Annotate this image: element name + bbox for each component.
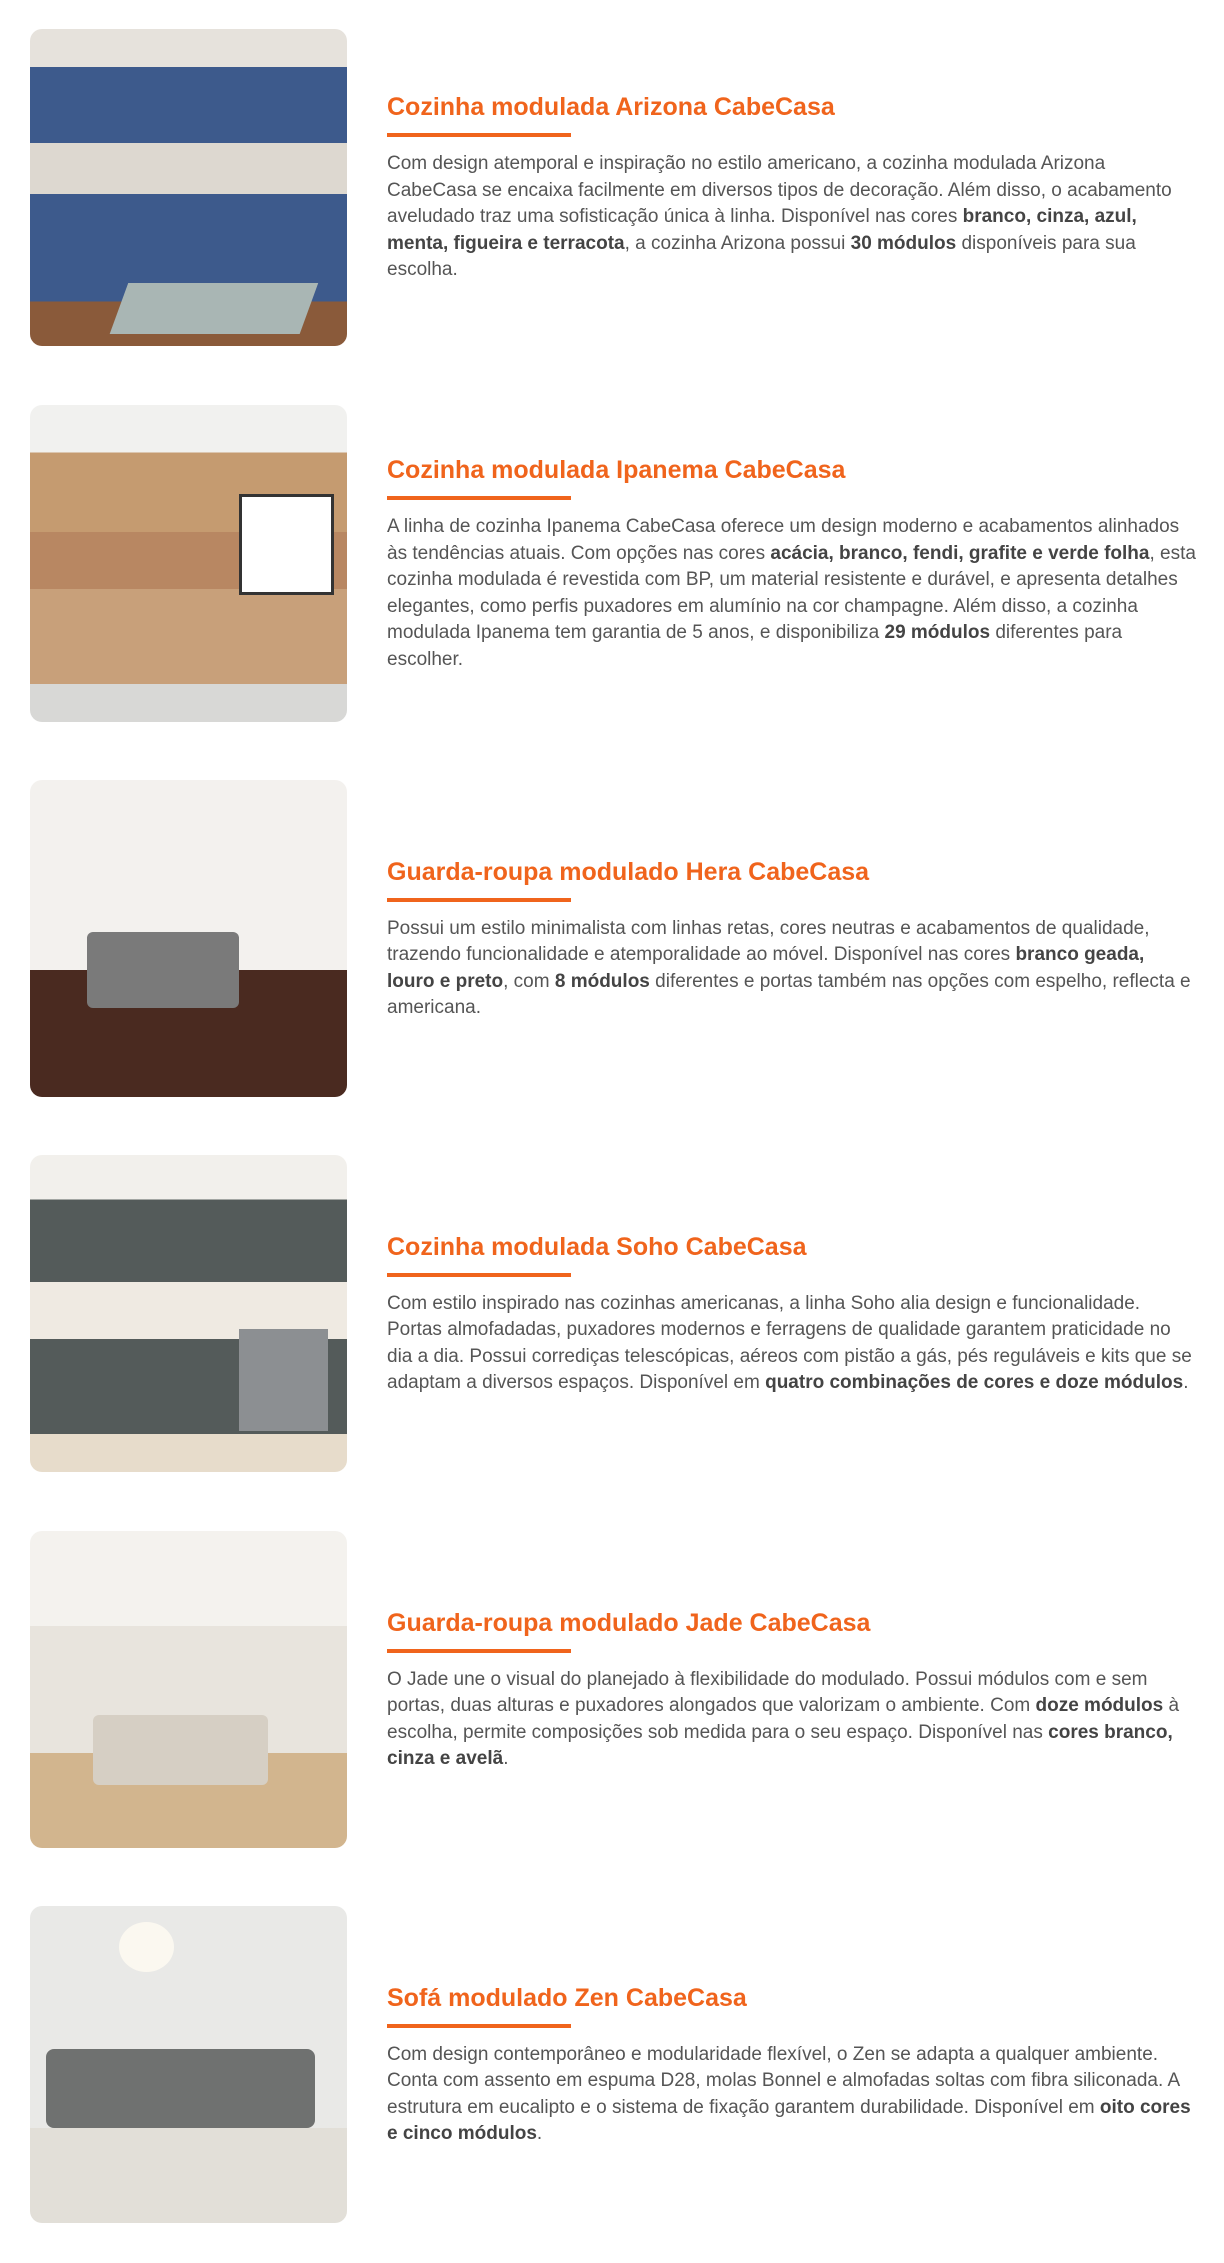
description-highlight: branco, cinza, azul, menta, figueira e terracota: [387, 206, 1137, 254]
product-text: [387, 91, 1197, 284]
product-text: [387, 1231, 1197, 1397]
product-block: [30, 1155, 1210, 1472]
product-block: [30, 1906, 1210, 2223]
description-text: Com design atemporal e inspiração no estilo americano, a cozinha modulada Arizona CabeCasa se encaixa facilmente em diversos tipos de decoração. Além disso, o acabamento aveludado traz uma sofisticação única à linha. Disponível nas cores: [387, 153, 1172, 228]
description-text: Com estilo inspirado nas cozinhas americanas, a linha Soho alia design e funcionalidade. Portas almofadadas, puxadores modernos e ferragens de qualidade garantem praticidade no dia a dia. Possui corrediças telescópicas, aéreos com pistão a gás, pés reguláveis e kits que se adaptam a diversos espaços. Disponível em: [387, 1292, 1192, 1393]
product-title: Cozinha modulada Arizona CabeCasa: [387, 93, 835, 122]
product-image: [30, 29, 347, 346]
description-text: , a cozinha Arizona possui: [624, 232, 851, 254]
product-title: Guarda-roupa modulado Hera CabeCasa: [387, 857, 870, 886]
product-description: [387, 1291, 1197, 1397]
description-highlight: oito cores e cinco módulos: [387, 2096, 1191, 2144]
description-highlight: 29 módulos: [884, 622, 991, 643]
description-text: O Jade une o visual do planejado à flexibilidade do modulado. Possui módulos com e sem portas, duas alturas e puxadores alongados que valorizam o ambiente. Com: [387, 1668, 1148, 1716]
product-description: [387, 2042, 1197, 2148]
product-image: [30, 405, 347, 722]
description-text: .: [1183, 1372, 1189, 1393]
product-title: Cozinha modulada Ipanema CabeCasa: [387, 456, 846, 484]
description-highlight: branco geada, louro e preto: [387, 944, 1145, 992]
title-underline: [387, 133, 571, 137]
description-text: , com: [503, 970, 555, 992]
product-image: [30, 780, 347, 1097]
product-title: Guarda-roupa modulado Jade CabeCasa: [387, 1608, 871, 1637]
title-underline: [387, 898, 571, 902]
product-block: [30, 780, 1210, 1097]
description-text: diferentes e portas também nas opções com espelho, reflecta e americana.: [387, 970, 1191, 1018]
title-underline: [387, 1273, 571, 1277]
product-block: [30, 1531, 1210, 1848]
description-text: A linha de cozinha Ipanema CabeCasa oferece um design moderno e acabamentos alinhados às tendências atuais. Com opções nas cores: [387, 516, 1180, 564]
product-block: [30, 29, 1210, 346]
description-text: , esta cozinha modulada é revestida com BP, um material resistente e durável, e apresenta detalhes elegantes, como perfis puxadores em alumínio na cor champagne. Além disso, a cozinha modulada Ipanema tem garantia de 5 anos, e disponibiliza: [387, 542, 1196, 643]
description-text: Possui um estilo minimalista com linhas retas, cores neutras e acabamentos de qualidade, trazendo funcionalidade e atemporalidade ao móvel. Disponível nas cores: [387, 917, 1150, 965]
description-text: Com design contemporâneo e modularidade flexível, o Zen se adapta a qualquer ambiente. Conta com assento em espuma D28, molas Bonnel e almofadas soltas com fibra siliconada. A estrutura em eucalipto e o sistema de fixação garantem durabilidade. Disponível em: [387, 2043, 1180, 2118]
description-highlight: doze módulos: [1035, 1695, 1164, 1716]
description-text: diferentes para escolher.: [387, 622, 1123, 670]
product-text: [387, 1607, 1197, 1773]
description-highlight: 8 módulos: [554, 970, 650, 992]
title-underline: [387, 2024, 571, 2028]
product-description: [387, 151, 1197, 284]
product-description: [387, 1667, 1197, 1773]
product-image: [30, 1155, 347, 1472]
description-text: .: [536, 2123, 543, 2144]
description-highlight: 30 módulos: [850, 232, 957, 254]
product-text: [387, 856, 1197, 1022]
description-highlight: quatro combinações de cores e doze módulos: [765, 1372, 1184, 1393]
product-text: [387, 1982, 1197, 2148]
title-underline: [387, 1649, 571, 1653]
description-highlight: acácia, branco, fendi, grafite e verde folha: [770, 542, 1150, 564]
product-image: [30, 1906, 347, 2223]
product-image: [30, 1531, 347, 1848]
title-underline: [387, 496, 571, 500]
description-highlight: cores branco, cinza e avelã: [387, 1721, 1173, 1769]
product-block: [30, 405, 1210, 722]
product-description: [387, 514, 1197, 673]
description-text: à escolha, permite composições sob medida para o seu espaço. Disponível nas: [387, 1695, 1180, 1743]
description-text: disponíveis para sua escolha.: [387, 232, 1136, 281]
product-text: [387, 454, 1197, 673]
product-title: Cozinha modulada Soho CabeCasa: [387, 1232, 807, 1261]
product-title: Sofá modulado Zen CabeCasa: [387, 1983, 747, 2012]
description-text: .: [503, 1748, 509, 1769]
product-description: [387, 916, 1197, 1022]
